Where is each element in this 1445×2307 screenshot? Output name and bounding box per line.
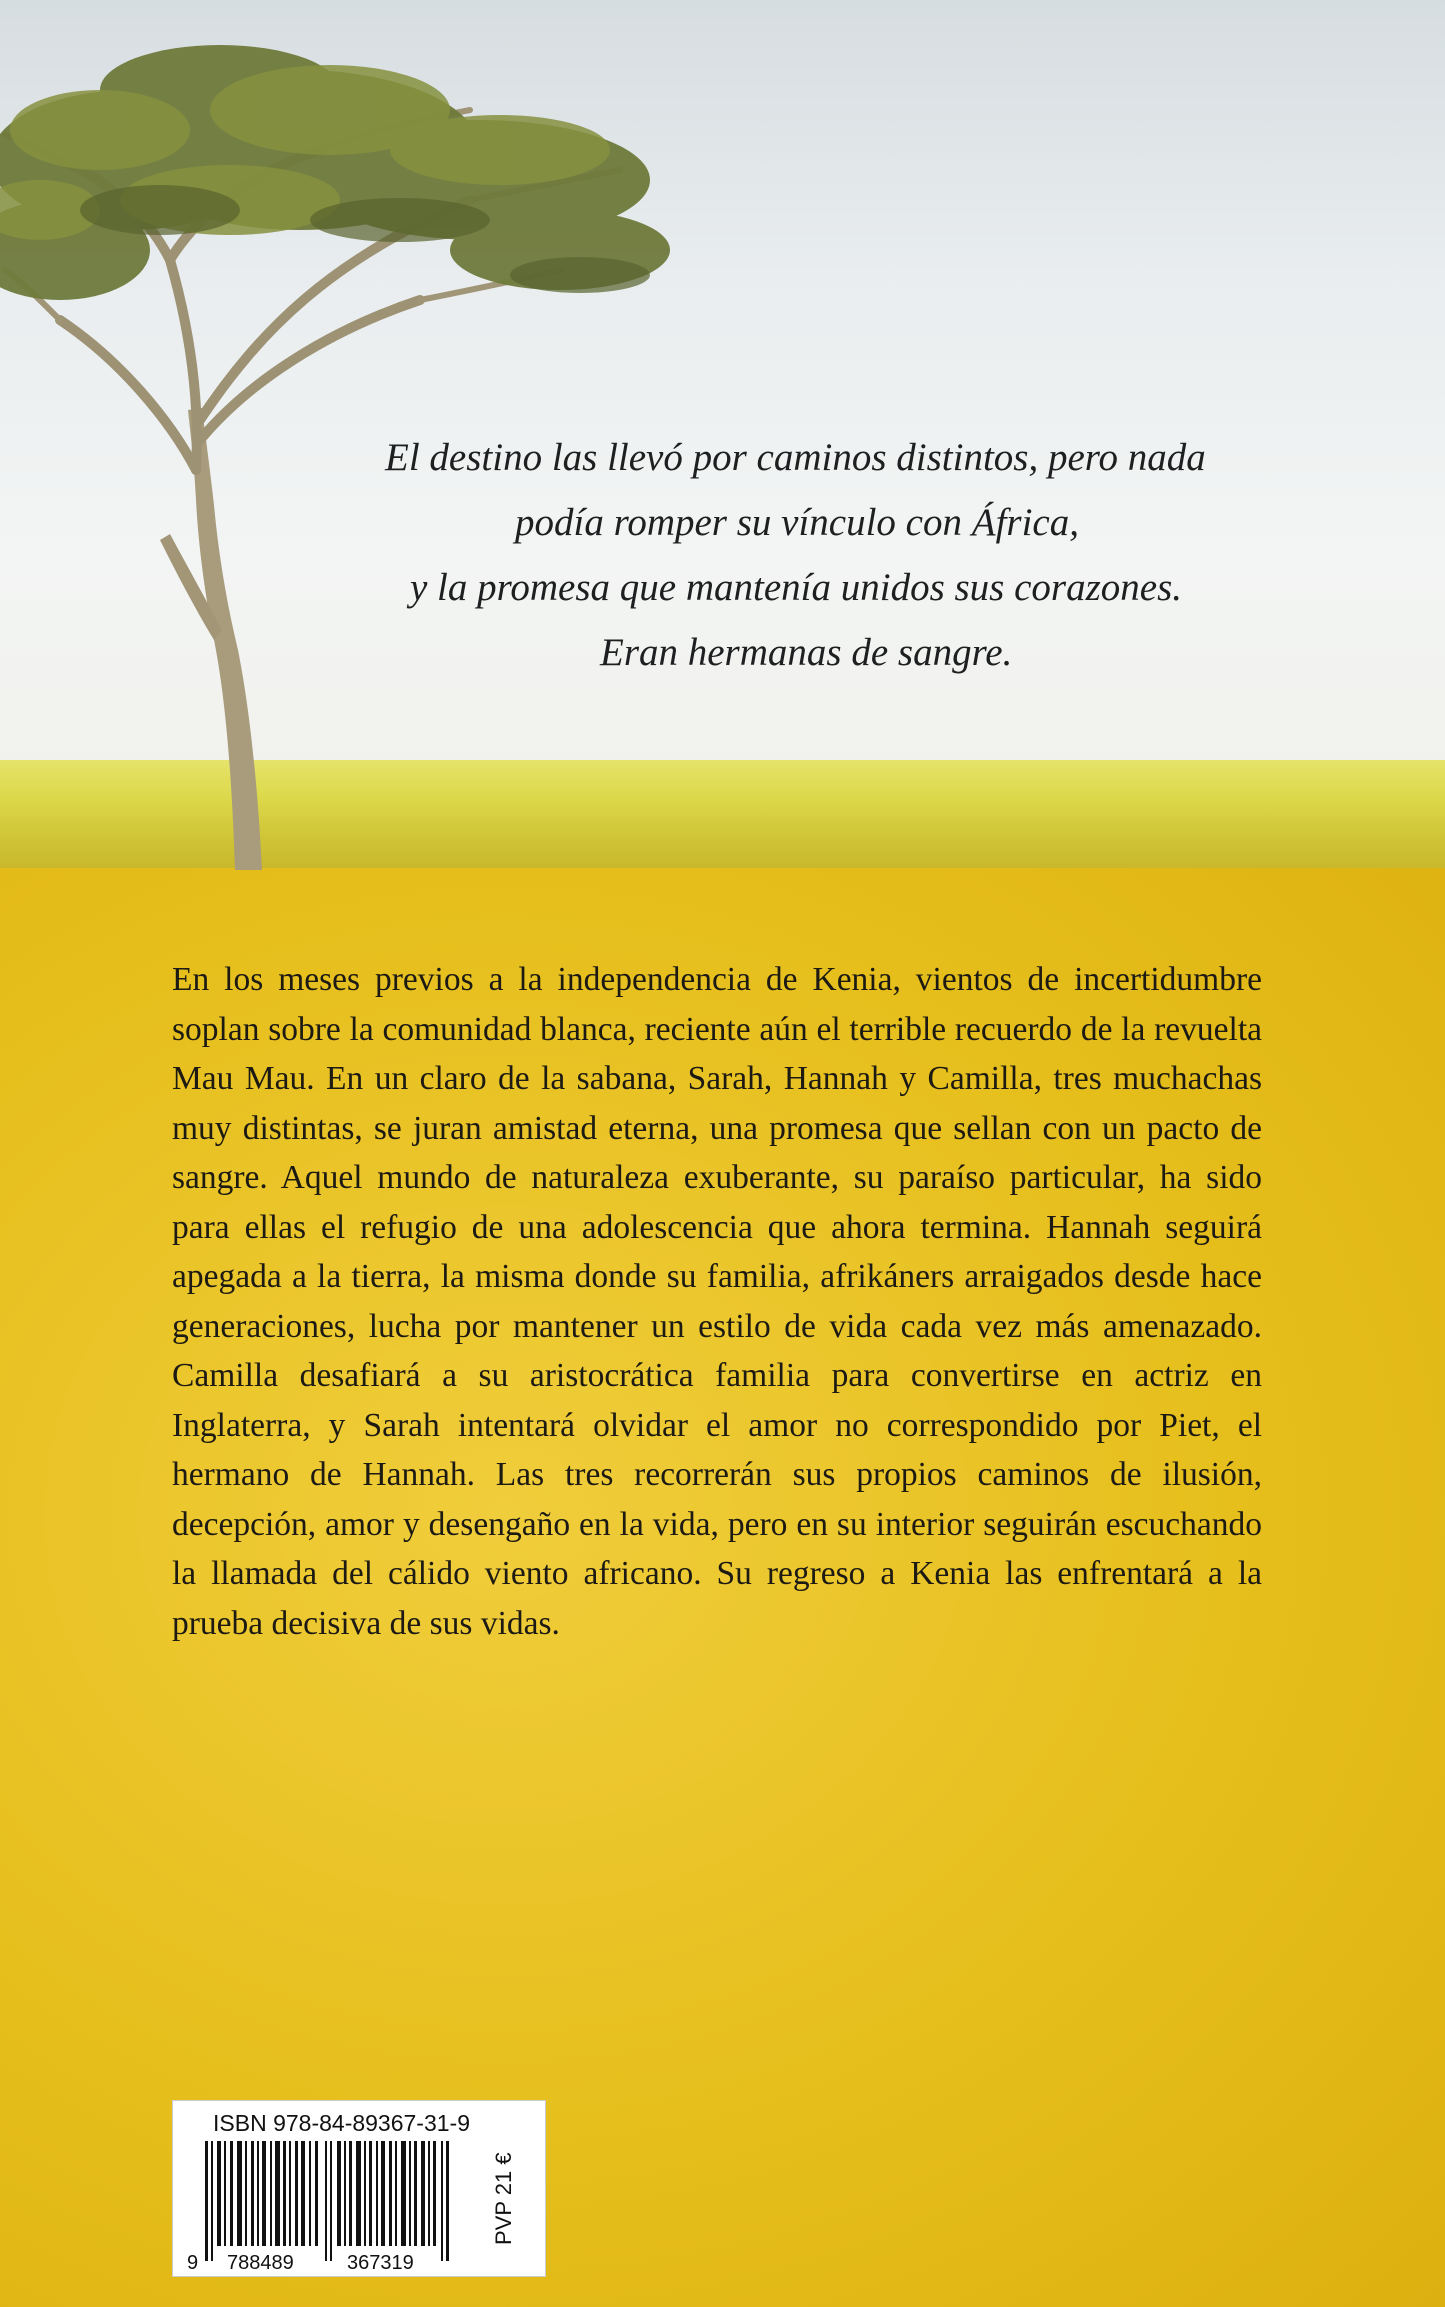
tagline-line-3: y la promesa que mantenía unidos sus corazones. <box>410 566 1183 609</box>
tagline-line-1: El destino las llevó por caminos distintos, pero nada <box>385 436 1206 479</box>
barcode-digit-first: 9 <box>187 2252 199 2273</box>
tagline-line-2: podía romper su vínculo con África, <box>515 501 1079 544</box>
barcode-digits-left: 788489 <box>227 2252 294 2273</box>
isbn-number: ISBN 978-84-89367-31-9 <box>213 2110 470 2136</box>
tagline-line-4: Eran hermanas de sangre. <box>600 631 1013 674</box>
tagline-quote <box>300 425 1300 685</box>
barcode-label <box>172 2100 546 2277</box>
ean-barcode <box>185 2141 485 2273</box>
retail-price: PVP 21 € <box>491 2152 516 2246</box>
synopsis-paragraph: En los meses previos a la independencia de Kenia, vientos de incertidumbre soplan sobre la comunidad blanca, reciente aún el terrible recuerdo de la revuelta Mau Mau. En un claro de la sabana, Sarah, Hannah y Camilla, tres muchachas muy distintas, se juran amistad eterna, una promesa que sellan con un pacto de sangre. Aquel mundo de naturaleza exuberante, su paraíso particular, ha sido para ellas el refugio de una adolescencia que ahora termina. Hannah seguirá apegada a la tierra, la misma donde su familia, afrikáners arraigados desde hace generaciones, lucha por mantener un estilo de vida cada vez más amenazado. Camilla desafiará a su aristocrática familia para convertirse en actriz en Inglaterra, y Sarah intentará olvidar el amor no correspondido por Piet, el hermano de Hannah. Las tres recorrerán sus propios caminos de ilusión, decepción, amor y desengaño en la vida, pero en su interior seguirán escuchando la llamada del cálido viento africano. Su regreso a Kenia las enfrentará a la prueba decisiva de sus vidas. <box>172 961 1262 1642</box>
barcode-digits-right: 367319 <box>347 2252 414 2273</box>
